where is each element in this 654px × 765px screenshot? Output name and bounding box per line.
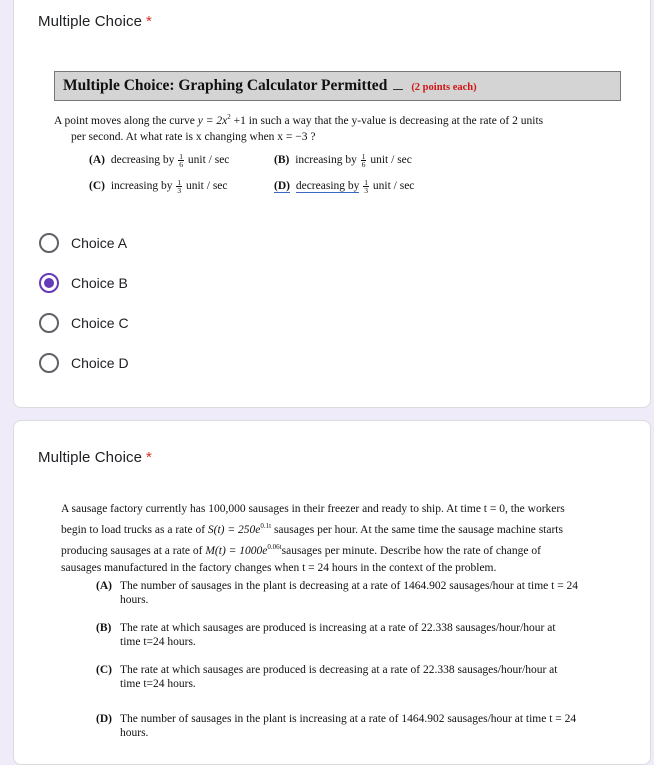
question-stem	[61, 501, 611, 577]
image-points: (2 points each)	[411, 82, 477, 93]
stem-equation-tail: +1	[233, 114, 246, 127]
answer-label: (D)	[96, 713, 112, 725]
image-option-d	[274, 179, 414, 194]
answer-text: hours.	[120, 727, 149, 739]
question-image-header	[54, 71, 621, 101]
choice-c[interactable]	[39, 311, 129, 335]
answer-label: (B)	[96, 622, 112, 634]
stem-text: begin to load trucks as a rate of	[61, 523, 206, 536]
answer-text: The rate at which sausages are produced is decreasing at a rate of 22.338 sausages/hour/hour at	[120, 664, 558, 676]
answer-text: time t=24 hours.	[120, 678, 196, 690]
question-title	[38, 449, 152, 466]
fraction: $\frac{1}{6}$	[179, 152, 184, 169]
answer-text: The number of sausages in the plant is decreasing at a rate of 1464.902 sausages/hour at time t = 24	[120, 580, 579, 592]
answer-label: (C)	[96, 664, 112, 676]
stem-text: sausages manufactured in the factory changes when t = 24 hours in the context of the problem.	[61, 561, 497, 574]
fraction: $\frac{1}{6}$	[361, 152, 366, 169]
choice-label: Choice C	[71, 315, 129, 331]
choice-b[interactable]	[39, 271, 128, 295]
question-title	[38, 13, 152, 30]
stem-equation: M(t) = 1000e	[205, 544, 268, 557]
image-answer-a	[96, 579, 606, 607]
radio-unchecked-icon[interactable]	[39, 353, 59, 373]
option-text: decreasing by	[295, 180, 360, 193]
radio-unchecked-icon[interactable]	[39, 313, 59, 333]
image-heading: Multiple Choice: Graphing Calculator Permitted	[63, 77, 388, 94]
option-text: increasing by	[110, 180, 173, 193]
choice-label: Choice B	[71, 275, 128, 291]
option-label: (B)	[274, 154, 290, 167]
answer-text: The rate at which sausages are produced is increasing at a rate of 22.338 sausages/hour/hour at	[120, 622, 556, 634]
required-asterisk: *	[146, 13, 152, 30]
option-label: (C)	[89, 180, 105, 193]
question-title-text: Multiple Choice	[38, 449, 143, 466]
fraction: $\frac{1}{3}$	[177, 178, 182, 195]
radio-checked-icon[interactable]	[39, 273, 59, 293]
option-text: unit / sec	[370, 154, 412, 167]
option-text: decreasing by	[110, 154, 175, 167]
option-text: unit / sec	[185, 180, 228, 193]
answer-text: hours.	[120, 594, 149, 606]
image-answer-d	[96, 712, 606, 740]
choice-label: Choice D	[71, 355, 129, 371]
stem-equation: S(t) = 250e	[207, 523, 261, 536]
option-text: increasing by	[295, 154, 357, 167]
choice-label: Choice A	[71, 235, 128, 251]
question-stem	[54, 109, 614, 145]
radio-unchecked-icon[interactable]	[39, 233, 59, 253]
stem-equation-exponent: 0.06t	[267, 542, 282, 551]
image-option-b	[274, 153, 412, 168]
stem-equation-exponent: 0.1t	[260, 522, 272, 530]
stem-text: producing sausages at a rate of	[61, 544, 203, 557]
question-card-2	[13, 420, 651, 765]
image-option-a	[89, 153, 229, 168]
answer-text: The number of sausages in the plant is increasing at a rate of 1464.902 sausages/hour at time t = 24	[120, 713, 577, 725]
required-asterisk: *	[146, 449, 152, 466]
stem-text: in such a way that the y-value is decreasing at the rate of 2 units	[248, 114, 544, 127]
stem-text: A point moves along the curve	[54, 114, 195, 127]
choice-a[interactable]	[39, 231, 127, 255]
stem-text: sausages per minute. Describe how the rate of change of	[281, 544, 541, 557]
image-answer-b	[96, 621, 606, 649]
stem-equation: y = 2x	[197, 114, 228, 127]
answer-text: time t=24 hours.	[120, 636, 196, 648]
stem-text: A sausage factory currently has 100,000 sausages in their freezer and ready to ship. At time t = 0, the workers	[61, 503, 565, 515]
choice-d[interactable]	[39, 351, 129, 375]
question-card-1	[13, 0, 651, 408]
option-label: (D)	[274, 180, 290, 193]
stem-text: sausages per hour. At the same time the sausage machine starts	[273, 523, 563, 536]
question-title-text: Multiple Choice	[38, 13, 143, 30]
image-answer-c	[96, 663, 606, 691]
image-option-c	[89, 179, 228, 194]
option-text: unit / sec	[187, 154, 230, 167]
option-text: unit / sec	[372, 180, 415, 193]
answer-label: (A)	[96, 580, 112, 592]
option-label: (A)	[89, 154, 105, 167]
stem-equation-exponent: 2	[227, 113, 231, 121]
stem-text: per second. At what rate is x changing when x = −3 ?	[71, 130, 316, 143]
fraction: $\frac{1}{3}$	[364, 178, 369, 195]
